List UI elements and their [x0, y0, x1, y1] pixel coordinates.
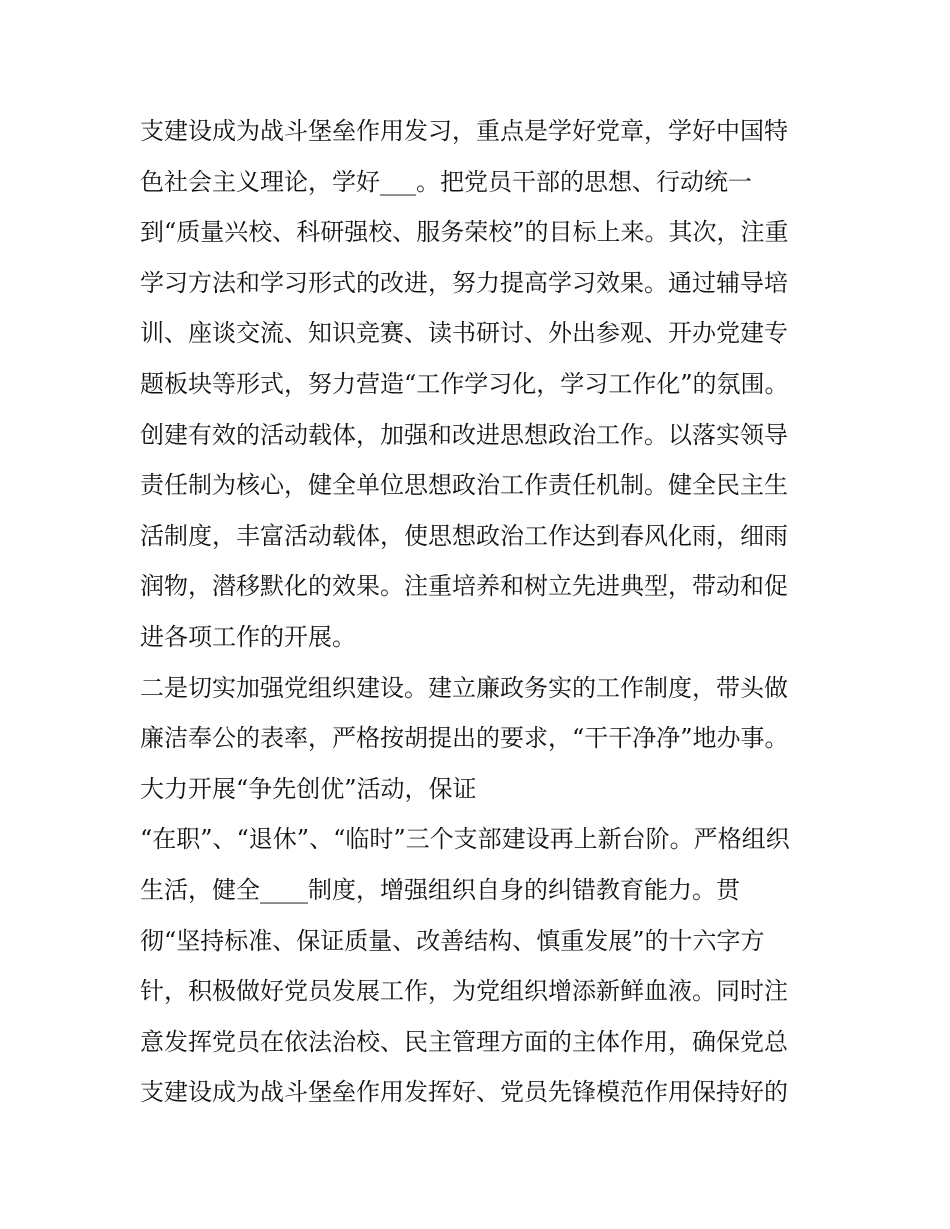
document-body: [140, 106, 820, 1118]
text-line: 创建有效的活动载体，加强和改进思想政治工作。以落实领导: [140, 420, 788, 449]
text-line: 二是切实加强党组织建设。建立廉政务实的工作制度，带头做: [140, 673, 788, 702]
text-line: 大力开展“争先创优”活动，保证: [140, 774, 477, 803]
text-line: 责任制为核心，健全单位思想政治工作责任机制。健全民主生: [140, 471, 788, 500]
text-line: 润物，潜移默化的效果。注重培养和树立先进典型，带动和促: [140, 572, 788, 601]
text-line: 支建设成为战斗堡垒作用发挥好、党员先锋模范作用保持好的: [140, 1078, 788, 1107]
text-line: 活制度，丰富活动载体，使思想政治工作达到春风化雨，细雨: [140, 521, 788, 550]
text-line: 针，积极做好党员发展工作，为党组织增添新鲜血液。同时注: [140, 977, 788, 1006]
text-line: 题板块等形式，努力营造“工作学习化，学习工作化”的氛围。: [140, 369, 789, 398]
text-line: 进各项工作的开展。: [140, 622, 356, 651]
text-line: 训、座谈交流、知识竞赛、读书研讨、外出参观、开办党建专: [140, 319, 788, 348]
text-line: 彻“坚持标准、保证质量、改善结构、慎重发展”的十六字方: [140, 926, 765, 955]
text-line: 支建设成为战斗堡垒作用发习，重点是学好党章，学好中国特: [140, 117, 788, 145]
text-line: 生活，健全____制度，增强组织自身的纠错教育能力。贯: [140, 875, 740, 904]
text-line: “在职”、“退休”、“临时”三个支部建设再上新台阶。严格组织: [140, 825, 790, 854]
text-line: 到“质量兴校、科研强校、服务荣校”的目标上来。其次，注重: [140, 218, 789, 247]
text-line: 学习方法和学习形式的改进，努力提高学习效果。通过辅导培: [140, 268, 788, 297]
text-line: 色社会主义理论，学好___。把党员干部的思想、行动统一: [140, 167, 752, 196]
text-line: 意发挥党员在依法治校、民主管理方面的主体作用，确保党总: [140, 1027, 788, 1056]
text-line: 廉洁奉公的表率，严格按胡提出的要求，“干干净净”地办事。: [140, 724, 789, 753]
